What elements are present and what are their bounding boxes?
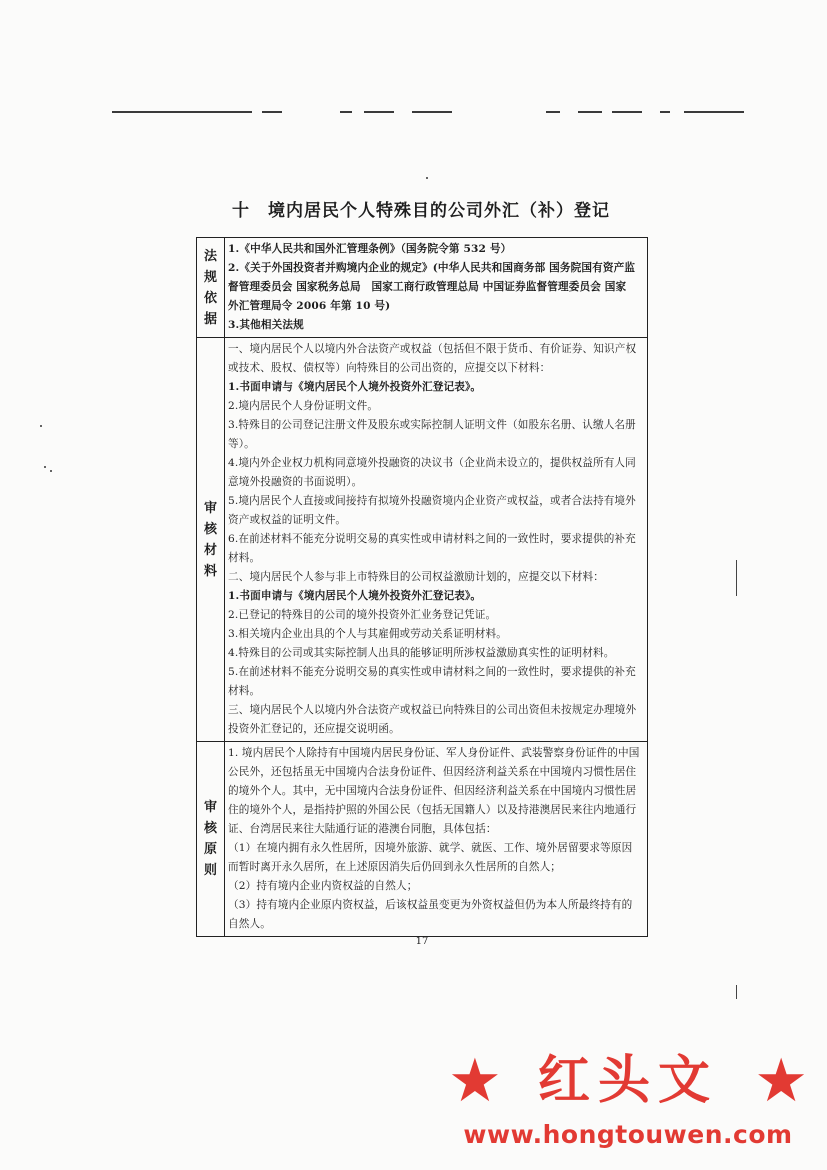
- text-line: 2.已登记的特殊目的公司的境外投资外汇业务登记凭证。: [228, 609, 497, 621]
- row-content-review-principles: [225, 742, 648, 937]
- document-title: 十 境内居民个人特殊目的公司外汇（补）登记: [232, 201, 610, 221]
- text-line: 3.特殊目的公司登记注册文件及股东或实际控制人证明文件（如股东名册、认缴人名册: [228, 419, 636, 431]
- text-line: 三、境内居民个人以境内外合法资产或权益已向特殊目的公司出资但未按规定办理境外: [228, 704, 637, 716]
- scan-mark: [736, 560, 737, 596]
- text-line: 二、境内居民个人参与非上市特殊目的公司权益激励计划的，应提交以下材料：: [228, 571, 605, 583]
- text-line: 5.在前述材料不能充分说明交易的真实性或申请材料之间的一致性时，要求提供的补充: [228, 666, 636, 678]
- star-icon: ★: [754, 1046, 808, 1116]
- text-line: 证、台湾居民来往大陆通行证的港澳台同胞，具体包括：: [228, 823, 497, 835]
- text-line: 2.《关于外国投资者并购境内企业的规定》(中华人民共和国商务部 国务院国有资产监: [228, 262, 636, 274]
- text-line: （3）持有境内企业原内资权益，后该权益虽变更为外资权益但仍为本人所最终持有的: [228, 899, 633, 911]
- text-line: 住的境外个人，是指持护照的外国公民（包括无国籍人）以及持港澳居民来往内地通行: [228, 804, 637, 816]
- text-line: 3.其他相关法规: [228, 319, 304, 331]
- scan-speck: [44, 466, 46, 468]
- row-label-review-principles: 审 核 原 则: [197, 742, 225, 937]
- text-line: 自然人。: [228, 918, 271, 930]
- text-line: 1.书面申请与《境内居民个人境外投资外汇登记表》。: [228, 381, 482, 393]
- text-line: 或技术、股权、债权等）向特殊目的公司出资的，应提交以下材料：: [228, 362, 551, 374]
- text-line: 1. 境内居民个人除持有中国境内居民身份证、军人身份证件、武装警察身份证件的中国: [228, 747, 640, 759]
- text-line: 4.特殊目的公司或其实际控制人出具的能够证明所涉权益激励真实性的证明材料。: [228, 647, 615, 659]
- row-label-review-materials: 审 核 材 料: [197, 338, 225, 742]
- table-row: [197, 742, 648, 937]
- text-line: 而暂时离开永久居所，在上述原因消失后仍回到永久性居所的自然人；: [228, 861, 562, 873]
- row-label-legal-basis: 法 规 依 据: [197, 238, 225, 338]
- text-line: 6.在前述材料不能充分说明交易的真实性或申请材料之间的一致性时，要求提供的补充: [228, 533, 636, 545]
- text-line: 1.《中华人民共和国外汇管理条例》（国务院令第 532 号）: [228, 243, 512, 255]
- text-line: 3.相关境内企业出具的个人与其雇佣或劳动关系证明材料。: [228, 628, 507, 640]
- scan-mark: [736, 985, 737, 999]
- watermark-logo: [448, 1046, 808, 1149]
- text-line: （2）持有境内企业内资权益的自然人；: [228, 880, 418, 892]
- star-icon: ★: [448, 1046, 502, 1116]
- text-line: 2.境内居民个人身份证明文件。: [228, 400, 379, 412]
- scan-speck: [40, 425, 42, 427]
- scan-artifact-line: [112, 108, 742, 116]
- row-content-legal-basis: [225, 238, 648, 338]
- watermark-url: www.hongtouwen.com: [463, 1120, 793, 1149]
- text-line: 外汇管理局令 2006 年第 10 号): [228, 300, 391, 312]
- text-line: 材料。: [228, 685, 261, 697]
- page-number: 17: [415, 936, 429, 947]
- text-line: 等）。: [228, 438, 255, 450]
- text-line: 1.书面申请与《境内居民个人境外投资外汇登记表》。: [228, 590, 482, 602]
- row-content-review-materials: [225, 338, 648, 742]
- text-line: 督管理委员会 国家税务总局 国家工商行政管理总局 中国证券监督管理委员会 国家: [228, 281, 627, 293]
- text-line: 资产或权益的证明文件。: [228, 514, 347, 526]
- text-line: 意境外投融资的书面说明）。: [228, 476, 363, 488]
- scan-speck: [50, 470, 52, 472]
- text-line: 4.境内外企业权力机构同意境外投融资的决议书（企业尚未设立的，提供权益所有人同: [228, 457, 636, 469]
- scan-speck: [426, 177, 428, 179]
- table-row: [197, 338, 648, 742]
- table-row: [197, 238, 648, 338]
- watermark-brand: 红头文: [537, 1051, 718, 1111]
- text-line: 5.境内居民个人直接或间接持有拟境外投融资境内企业资产或权益，或者合法持有境外: [228, 495, 636, 507]
- text-line: 一、境内居民个人以境内外合法资产或权益（包括但不限于货币、有价证券、知识产权: [228, 343, 637, 355]
- text-line: 材料。: [228, 552, 261, 564]
- text-line: 投资外汇登记的，还应提交说明函。: [228, 723, 400, 735]
- text-line: 公民外，还包括虽无中国境内合法身份证件、但因经济利益关系在中国境内习惯性居住: [228, 766, 637, 778]
- text-line: （1）在境内拥有永久性居所，因境外旅游、就学、就医、工作、境外居留要求等原因: [228, 842, 633, 854]
- registration-table: [196, 237, 648, 937]
- text-line: 的境外个人。其中，无中国境内合法身份证件、但因经济利益关系在中国境内习惯性居: [228, 785, 637, 797]
